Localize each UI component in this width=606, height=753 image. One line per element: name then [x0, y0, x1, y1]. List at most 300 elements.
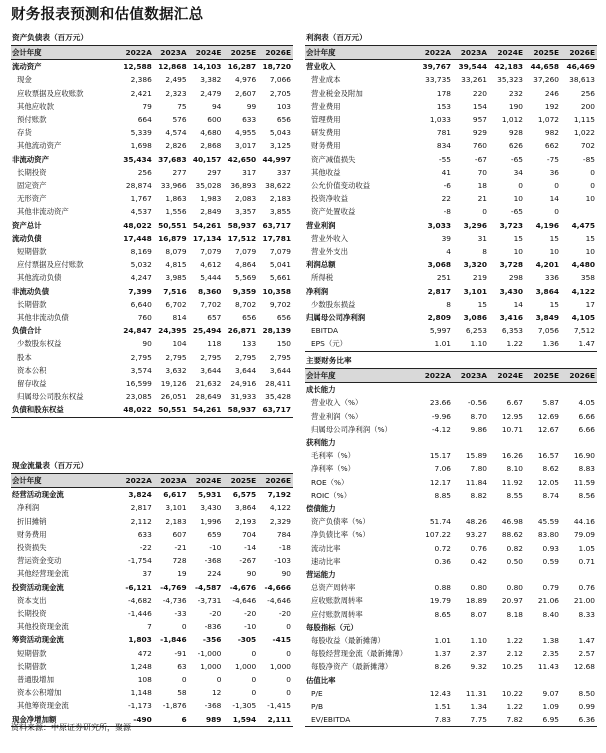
row-label: 短期借款 — [17, 648, 47, 658]
table-row — [11, 377, 293, 390]
value-cell: 2.12 — [506, 649, 523, 659]
value-cell: -1,754 — [127, 556, 152, 566]
value-cell: 3,086 — [463, 313, 487, 323]
value-cell: 35,434 — [123, 154, 152, 164]
value-cell: 2,329 — [269, 516, 291, 526]
table-row — [305, 660, 597, 673]
row-label: 长期借款 — [17, 661, 47, 671]
table-header-row — [11, 474, 293, 488]
header-year-cell: 2022A — [119, 474, 154, 488]
value-cell: 3,723 — [499, 220, 523, 230]
cash-flow-title: 现金流量表（百万元） — [12, 461, 88, 470]
value-cell: 4,105 — [571, 313, 595, 323]
value-cell: 12.17 — [429, 477, 451, 487]
value-cell: 982 — [544, 128, 559, 138]
header-label-cell: 会计年度 — [11, 474, 119, 488]
row-label: 财务费用 — [17, 529, 47, 539]
value-cell: 1.38 — [542, 636, 559, 646]
value-cell: 8.65 — [434, 609, 451, 619]
value-cell: 37,683 — [158, 154, 187, 164]
value-cell: 118 — [207, 339, 222, 349]
table-row — [305, 311, 597, 324]
value-cell: 18.89 — [465, 596, 487, 606]
value-cell: 3,644 — [200, 365, 222, 375]
value-cell: 37 — [142, 569, 152, 579]
row-label: 长期借款 — [17, 299, 47, 309]
value-cell: 20.97 — [501, 596, 523, 606]
value-cell: 1,022 — [573, 128, 595, 138]
table-row — [11, 324, 293, 337]
table-row — [305, 219, 597, 232]
row-label: 偿债能力 — [306, 504, 336, 514]
value-cell: 28,874 — [125, 181, 152, 191]
row-label: 应收票据及应收账款 — [17, 88, 84, 98]
row-label: ROE（%） — [311, 477, 349, 487]
table-row — [305, 285, 597, 298]
value-cell: 9.32 — [470, 662, 487, 672]
table-row — [305, 449, 597, 462]
row-label: 每股净资产（最新摊薄） — [311, 662, 393, 672]
value-cell: 24,395 — [158, 326, 187, 336]
header-year-cell: 2025E — [525, 369, 561, 383]
row-label: 获利能力 — [306, 438, 336, 448]
value-cell: 12,588 — [123, 62, 152, 72]
value-cell: 79 — [142, 101, 152, 111]
value-cell: 34 — [513, 167, 523, 177]
row-label: 营运资金变动 — [17, 556, 62, 566]
header-year-cell: 2023A — [453, 369, 489, 383]
header-year-cell: 2025E — [223, 474, 258, 488]
value-cell: 46.98 — [501, 517, 523, 527]
value-cell: 7 — [147, 622, 152, 632]
value-cell — [525, 621, 561, 634]
value-cell: 5,032 — [130, 260, 152, 270]
row-label: 固定资产 — [17, 181, 47, 191]
value-cell: 0.76 — [578, 583, 595, 593]
value-cell: 2,495 — [165, 75, 187, 85]
row-label: 流动资产 — [12, 62, 42, 72]
value-cell: -67 — [474, 154, 487, 164]
value-cell: 16,287 — [227, 62, 257, 72]
cash-flow-table — [11, 473, 293, 727]
value-cell: 0 — [590, 167, 595, 177]
value-cell — [489, 436, 525, 449]
value-cell: 7.06 — [434, 464, 451, 474]
income-statement-table — [305, 45, 597, 352]
value-cell: 0 — [554, 207, 559, 217]
value-cell — [561, 205, 597, 218]
value-cell: 19,126 — [160, 379, 187, 389]
value-cell — [417, 436, 453, 449]
value-cell: 1,000 — [235, 661, 257, 671]
row-label: 股本 — [17, 352, 32, 362]
value-cell: 6,575 — [232, 490, 257, 500]
table-row — [305, 674, 597, 687]
value-cell: 576 — [172, 115, 187, 125]
value-cell: -65 — [510, 154, 523, 164]
value-cell: 11.84 — [465, 477, 487, 487]
row-label: 净利率（%） — [311, 464, 355, 474]
value-cell: 1,148 — [130, 688, 152, 698]
value-cell: -65 — [510, 207, 523, 217]
value-cell — [489, 621, 525, 634]
value-cell — [417, 621, 453, 634]
value-cell: 9,702 — [269, 299, 291, 309]
table-row — [11, 515, 293, 528]
row-label: 流动负债 — [12, 233, 42, 243]
value-cell: 656 — [276, 115, 291, 125]
row-label: 预付账款 — [17, 115, 47, 125]
value-cell: 8 — [482, 247, 487, 257]
row-label: 投资净收益 — [311, 194, 348, 204]
value-cell: 2,183 — [269, 194, 291, 204]
value-cell: 21.00 — [573, 596, 595, 606]
value-cell: 8.33 — [578, 609, 595, 619]
value-cell: 3,632 — [165, 365, 187, 375]
value-cell: 8.82 — [470, 490, 487, 500]
value-cell: 153 — [436, 101, 451, 111]
value-cell: 4.05 — [578, 398, 595, 408]
table-row — [305, 436, 597, 449]
value-cell: 760 — [137, 313, 152, 323]
value-cell — [453, 502, 489, 515]
value-cell: 16.57 — [537, 451, 559, 461]
value-cell: 0 — [251, 648, 257, 658]
row-label: 归属母公司股东权益 — [17, 392, 84, 402]
value-cell: 88.62 — [501, 530, 523, 540]
row-label: 每股经营现金流（最新摊薄） — [311, 649, 408, 659]
value-cell: 35,323 — [497, 75, 523, 85]
value-cell: -415 — [272, 635, 291, 645]
value-cell: 10 — [549, 247, 559, 257]
value-cell: 178 — [436, 88, 451, 98]
value-cell — [525, 674, 561, 687]
value-cell: 3,574 — [130, 365, 152, 375]
value-cell: 1,863 — [165, 194, 187, 204]
value-cell: 31 — [477, 233, 487, 243]
value-cell: 25,494 — [192, 326, 222, 336]
value-cell: 989 — [189, 713, 224, 727]
table-row — [11, 581, 293, 594]
value-cell: 297 — [207, 167, 222, 177]
value-cell: 17,448 — [123, 233, 152, 243]
value-cell — [453, 674, 489, 687]
value-cell: -33 — [174, 609, 187, 619]
value-cell: 8,169 — [130, 247, 152, 257]
value-cell: 1,983 — [200, 194, 222, 204]
value-cell: 8.74 — [542, 490, 559, 500]
value-cell: 7,079 — [269, 247, 291, 257]
value-cell: 16.26 — [501, 451, 523, 461]
table-row — [11, 100, 293, 113]
row-label: EBITDA — [311, 326, 339, 336]
value-cell: 659 — [207, 529, 222, 539]
value-cell — [561, 568, 597, 581]
value-cell: 251 — [436, 273, 451, 283]
value-cell: 220 — [472, 88, 487, 98]
value-cell: 44.16 — [573, 517, 595, 527]
value-cell: 5,661 — [269, 273, 291, 283]
value-cell: 7.82 — [489, 713, 525, 727]
value-cell: 2,826 — [165, 141, 187, 151]
value-cell: -8 — [443, 207, 451, 217]
value-cell — [417, 383, 453, 397]
table-row — [305, 410, 597, 423]
value-cell: 1,012 — [501, 115, 523, 125]
row-label: 筹资活动现金流 — [12, 635, 64, 645]
value-cell — [489, 674, 525, 687]
value-cell: 2,323 — [165, 88, 187, 98]
value-cell: 1.01 — [417, 337, 453, 351]
balance-sheet-table — [11, 45, 293, 418]
row-label: 无形资产 — [17, 194, 47, 204]
header-year-cell: 2023A — [453, 46, 489, 60]
table-row — [305, 271, 597, 284]
value-cell: 58,937 — [227, 220, 257, 230]
value-cell: 17 — [585, 299, 595, 309]
table-row — [11, 73, 293, 86]
value-cell — [525, 502, 561, 515]
value-cell: 657 — [207, 313, 222, 323]
value-cell: 50,551 — [158, 220, 187, 230]
row-label: 营业利润（%） — [311, 411, 363, 421]
table-header-row — [305, 369, 597, 383]
table-row — [11, 364, 293, 377]
table-row — [11, 205, 293, 218]
value-cell: -6 — [443, 181, 451, 191]
table-row — [305, 179, 597, 192]
value-cell: 6,617 — [163, 490, 187, 500]
value-cell: 8.70 — [470, 411, 487, 421]
row-label: 其他流动负债 — [17, 273, 62, 283]
value-cell: 17,134 — [192, 233, 222, 243]
value-cell: 48,022 — [119, 403, 154, 417]
value-cell: 48.26 — [465, 517, 487, 527]
table-row — [305, 581, 597, 594]
value-cell: 4,864 — [235, 260, 257, 270]
table-row — [11, 271, 293, 284]
table-row — [305, 528, 597, 541]
value-cell: 45.59 — [537, 517, 559, 527]
table-row — [11, 528, 293, 541]
table-row — [305, 192, 597, 205]
table-row — [305, 153, 597, 166]
value-cell: 3,101 — [463, 286, 487, 296]
row-label: 资产处置收益 — [311, 207, 356, 217]
table-row — [305, 396, 597, 409]
value-cell — [417, 568, 453, 581]
row-label: P/E — [311, 688, 323, 698]
value-cell — [561, 502, 597, 515]
row-label: 其他筹资现金流 — [17, 701, 69, 711]
table-row — [11, 633, 293, 646]
value-cell: 2.57 — [578, 649, 595, 659]
table-row — [305, 462, 597, 475]
table-row — [11, 403, 293, 417]
value-cell: 93.27 — [465, 530, 487, 540]
header-year-cell: 2024E — [189, 46, 224, 60]
row-label: 应收账款周转率 — [311, 596, 363, 606]
value-cell: 224 — [207, 569, 222, 579]
table-row — [11, 311, 293, 324]
row-label: 现金 — [17, 75, 32, 85]
value-cell: 90 — [281, 569, 291, 579]
value-cell: 2,795 — [200, 352, 222, 362]
value-cell: -305 — [237, 635, 257, 645]
value-cell: 28,649 — [195, 392, 222, 402]
header-year-cell: 2022A — [417, 369, 453, 383]
value-cell: 2,421 — [130, 88, 152, 98]
value-cell: 48,022 — [123, 220, 152, 230]
table-row — [11, 554, 293, 567]
value-cell: 1.47 — [561, 337, 597, 351]
row-label: 归属母公司净利润（%） — [311, 424, 392, 434]
row-label: 资产负债率（%） — [311, 517, 370, 527]
value-cell: -4,736 — [162, 595, 187, 605]
value-cell: 8.18 — [506, 609, 523, 619]
value-cell: 4,612 — [200, 260, 222, 270]
value-cell: 2,817 — [130, 503, 152, 513]
value-cell: 14,103 — [192, 62, 222, 72]
value-cell: 0.82 — [506, 543, 523, 553]
value-cell: 3,849 — [535, 313, 559, 323]
table-row — [11, 153, 293, 166]
value-cell: -4,587 — [194, 582, 222, 592]
value-cell: 24,847 — [123, 326, 152, 336]
financial-ratios-table — [305, 368, 597, 727]
value-cell: 7,702 — [200, 299, 222, 309]
value-cell — [489, 383, 525, 397]
value-cell: 728 — [172, 556, 187, 566]
row-label: ROIC（%） — [311, 490, 352, 500]
value-cell: 5,444 — [200, 273, 222, 283]
row-label: 负债和股东权益 — [11, 403, 119, 417]
row-label: 营业成本 — [311, 75, 341, 85]
table-row — [11, 488, 293, 502]
value-cell: -4,646 — [232, 595, 257, 605]
table-row — [305, 139, 597, 152]
value-cell: 83.80 — [537, 530, 559, 540]
row-label: 营业外支出 — [311, 247, 348, 257]
value-cell: 7,192 — [267, 490, 291, 500]
value-cell: 54,261 — [189, 403, 224, 417]
value-cell: 99 — [246, 101, 257, 111]
value-cell: 6,702 — [165, 299, 187, 309]
header-year-cell: 2024E — [489, 369, 525, 383]
value-cell: 3,125 — [269, 141, 291, 151]
value-cell: 7.75 — [453, 713, 489, 727]
value-cell: 358 — [580, 273, 595, 283]
row-label: 净利润 — [17, 503, 40, 513]
table-row — [11, 179, 293, 192]
value-cell: 0 — [590, 181, 595, 191]
value-cell: -9.96 — [431, 411, 451, 421]
source-note: 资料来源：中原证券研究所，聚源 — [11, 723, 131, 732]
value-cell: 63,717 — [258, 403, 293, 417]
value-cell: 0 — [216, 675, 222, 685]
value-cell: 298 — [508, 273, 523, 283]
value-cell: -4,666 — [264, 582, 291, 592]
value-cell: 5,043 — [269, 128, 291, 138]
value-cell: -356 — [202, 635, 222, 645]
row-label: 每股收益（最新摊薄） — [311, 636, 385, 646]
value-cell: 4,196 — [535, 220, 559, 230]
value-cell: 35,028 — [195, 181, 222, 191]
value-cell: 17,781 — [262, 233, 291, 243]
table-row — [305, 476, 597, 489]
value-cell: -85 — [582, 154, 595, 164]
value-cell: 154 — [472, 101, 487, 111]
table-row — [11, 298, 293, 311]
row-label: 短期借款 — [17, 247, 47, 257]
value-cell: 3,017 — [235, 141, 257, 151]
table-row — [11, 245, 293, 258]
value-cell: 6,253 — [465, 326, 487, 336]
value-cell: 40,157 — [192, 154, 222, 164]
value-cell: 36,893 — [230, 181, 257, 191]
value-cell: 38,613 — [569, 75, 595, 85]
value-cell: 1.22 — [506, 702, 523, 712]
value-cell: 8.83 — [578, 464, 595, 474]
value-cell: 5,997 — [429, 326, 451, 336]
value-cell: 16,599 — [125, 379, 152, 389]
table-row — [305, 489, 597, 502]
value-cell — [453, 568, 489, 581]
value-cell: 0 — [482, 207, 487, 217]
row-label: 非流动负债 — [12, 286, 49, 296]
value-cell: 6.67 — [506, 398, 523, 408]
table-row — [11, 219, 293, 232]
value-cell: 4,475 — [571, 220, 595, 230]
value-cell: 1,594 — [223, 713, 258, 727]
value-cell: 28,139 — [262, 326, 291, 336]
row-label: 营业外收入 — [311, 233, 348, 243]
report-title: 财务报表预测和估值数据汇总 — [11, 6, 204, 23]
value-cell: 7.80 — [470, 464, 487, 474]
value-cell: 39,767 — [422, 62, 451, 72]
value-cell: 256 — [137, 167, 152, 177]
value-cell: 28,411 — [265, 379, 291, 389]
value-cell: 8.56 — [578, 490, 595, 500]
value-cell: 2.37 — [470, 649, 487, 659]
income-statement-panel — [305, 30, 597, 352]
value-cell: 5,041 — [269, 260, 291, 270]
table-row — [305, 647, 597, 660]
value-cell: 3,985 — [165, 273, 187, 283]
row-label: 营业利润 — [306, 220, 336, 230]
value-cell: 50,551 — [154, 403, 189, 417]
value-cell: 9.86 — [470, 424, 487, 434]
value-cell: -1,446 — [127, 609, 152, 619]
value-cell: 7,079 — [235, 247, 257, 257]
value-cell: 10 — [585, 247, 595, 257]
value-cell: 8.62 — [542, 464, 559, 474]
value-cell: -267 — [239, 556, 257, 566]
table-row — [305, 634, 597, 647]
value-cell: 15.17 — [429, 451, 451, 461]
table-row — [11, 87, 293, 100]
value-cell: -18 — [278, 543, 291, 553]
table-row — [305, 87, 597, 100]
value-cell: 1.36 — [525, 337, 561, 351]
value-cell: -490 — [119, 713, 154, 727]
value-cell: 8.07 — [470, 609, 487, 619]
value-cell: 0.36 — [434, 556, 451, 566]
row-label: 成长能力 — [306, 385, 336, 395]
table-header-row — [305, 46, 597, 60]
value-cell: 0.71 — [578, 556, 595, 566]
value-cell: 1,803 — [128, 635, 152, 645]
